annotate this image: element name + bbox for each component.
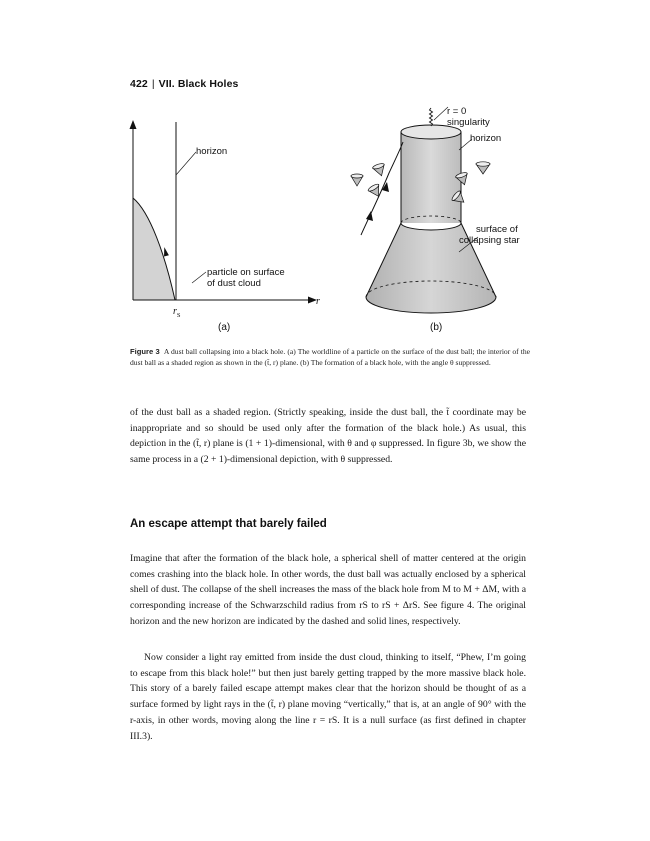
horizon-cylinder [401, 132, 461, 223]
singularity-label-line2: singularity [447, 117, 490, 128]
paragraph-1: of the dust ball as a shaded region. (Strictly speaking, inside the dust ball, the t̃ coordinate may be inappropriate and so should be used only after the formation of the black hole.) As usual, this depiction in the (t̃, r) plane is (1 + 1)-dimensional, with θ and φ suppressed. In figure 3b, we show the same process in a (2 + 1)-dimensional depiction, with θ suppressed. [130, 407, 526, 466]
horizon-leader [176, 152, 196, 175]
particle-leader [192, 272, 206, 283]
singularity-label-line1: r = 0 [447, 106, 467, 117]
particle-label-line1: particle on surface [207, 267, 285, 278]
section-heading: An escape attempt that barely failed [130, 518, 327, 530]
panel-a-horizon-label: horizon [196, 146, 228, 157]
figure-caption [130, 346, 530, 369]
panel-b-label: (b) [430, 322, 443, 333]
panel-b-horizon-label: horizon [470, 133, 502, 144]
infalling-light-ray [361, 142, 403, 235]
light-cone-icon [476, 162, 490, 174]
star-label-line2: collapsing star [459, 235, 520, 246]
chapter-title: VII. Black Holes [158, 78, 239, 90]
light-ray-arrow-1 [366, 211, 373, 221]
caption-text: A dust ball collapsing into a black hole. (a) The worldline of a particle on the surface of the dust ball; the interior of the dust ball as a shaded region as shown in the (t̃, r) plane. (b) The formation of a black hole, with the angle θ suppressed. [130, 347, 530, 368]
time-axis-arrowhead [130, 120, 137, 129]
figure-3 [0, 0, 650, 345]
light-cone-icon [372, 162, 387, 177]
page-number: 422 [130, 78, 148, 90]
r-axis-label: r [316, 296, 320, 307]
singularity-leader [434, 107, 448, 120]
light-cone-icon [351, 174, 363, 186]
paragraph-2: Imagine that after the formation of the black hole, a spherical shell of matter centered at the origin comes crashing into the black hole. In other words, the dust ball was actually enclosed by a spherical shell of dust. The collapse of the shell increases the mass of the black hole from M to M + ΔM, with a corresponding increase of the Schwarzschild radius from rS to rS + ΔrS. See figure 4. The original horizon and the new horizon are indicated by the dashed and solid lines, respectively. [130, 553, 526, 627]
star-label-line1: surface of [476, 224, 518, 235]
header-separator: | [151, 78, 155, 90]
dust-ball-shaded-region [133, 198, 175, 300]
particle-label-line2: of dust cloud [207, 278, 261, 289]
singularity-line [430, 108, 433, 126]
rs-label: $r_S$ [173, 306, 181, 319]
paragraph-3: Now consider a light ray emitted from inside the dust cloud, thinking to itself, “Phew, I’m going to escape from this black hole!” but then just barely getting trapped by the more massive black hole. This story of a barely failed escape attempt makes clear that the horizon should be thought of as a surface formed by light rays in the (t̃, r) plane moving “vertically,” that is, at an angle of 90° with the r-axis, in other words, moving along the line r = rS. It is a null surface (as first defined in chapter III.3). [130, 652, 526, 742]
caption-prefix: Figure 3 [130, 347, 160, 356]
panel-a-label: (a) [218, 322, 231, 333]
